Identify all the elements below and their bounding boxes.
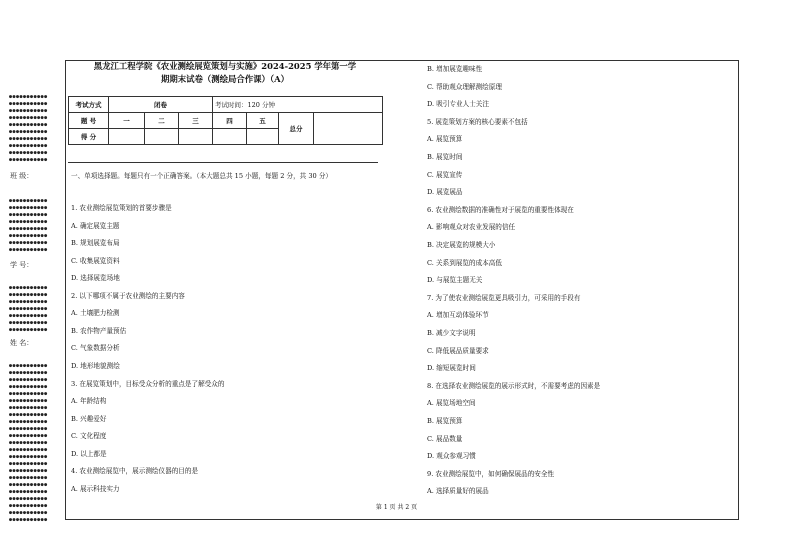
answer-option: A. 展览预算 [427,135,463,144]
page-footer: 第 1 页 共 2 页 [375,504,418,511]
answer-option: D. 选择展览场地 [71,274,120,283]
answer-option: A. 确定展览主题 [71,221,120,230]
section-instructions: 一、单项选择题。每题只有一个正确答案。（本大题总共 15 小题，每题 2 分，共 30 分） [71,172,333,180]
answer-option: A. 年龄结构 [71,397,107,406]
score-cell [213,129,247,145]
score-label: 得 分 [69,129,109,145]
answer-option: B. 兴趣爱好 [71,414,107,423]
question-stem: 9. 农业测绘展览中，如何确保展品的安全性 [427,469,555,478]
answer-option: B. 规划展览布局 [71,239,120,248]
answer-option: C. 降低展品质量要求 [427,346,489,355]
section-header: 五 [247,113,279,129]
answer-option: D. 缩短展览时间 [427,364,476,373]
answer-option: A. 展览场地空间 [427,399,476,408]
answer-option: D. 以上都是 [71,449,107,458]
question-stem: 2. 以下哪项不属于农业测绘的主要内容 [71,291,185,300]
answer-option: D. 与展览主题无关 [427,276,483,285]
section-header: 一 [109,113,145,129]
question-stem: 6. 农业测绘数据的准确性对于展览的重要性体现在 [427,205,574,214]
question-stem: 5. 展览策划方案的核心要素不包括 [427,117,528,126]
answer-option: B. 决定展览的规模大小 [427,241,496,249]
answer-option: D. 展览展品 [427,188,463,197]
score-cell [179,129,213,145]
binding-dots: ●●●●●●●●●●● ●●●●●●●●●●● ●●●●●●●●●●● ●●●●●●●●●●● ●●●●●●●●●●● ●●●●●●●●●●● ●●●●●●●●●●● ●●●●●●●●●●● ●●●●●●●●●●● ●●●●●●●●●●● ●●●●●●●●●●● ●●●●●●●●●●● ●●●●●●●●●●● ●●●●●●●●●●● ●●●●●●●●●●● ●●●●●●●●●●● ●●●●●●●●●●● ●●●●●●●●●●● ●●●●●●●●●●● ●●●●●●●●●●● ●●●●●●●●●●● ●●●●●●●●●●● ●●●●●●●●●●● [9,363,48,523]
binding-dots: ●●●●●●●●●●● ●●●●●●●●●●● ●●●●●●●●●●● ●●●●●●●●●●● ●●●●●●●●●●● ●●●●●●●●●●● ●●●●●●●●●●● ●●●●●●●●●●● ●●●●●●●●●●● ●●●●●●●●●●● [9,94,48,163]
answer-option: C. 展览宣传 [427,170,463,179]
student-id-label: 学 号： [10,261,34,269]
answer-option: C. 收集展览资料 [71,256,120,265]
answer-option: A. 选择质量好的展品 [427,487,489,496]
answer-option: B. 减少文字说明 [427,329,476,337]
answer-option: D. 观众参观习惯 [427,452,476,461]
name-label: 姓 名： [10,339,34,347]
answer-option: A. 增加互动体验环节 [427,311,489,320]
question-stem: 7. 为了使农业测绘展览更具吸引力，可采用的手段有 [427,293,581,302]
score-cell [247,129,279,145]
exam-title-line1: 黑龙江工程学院《农业测绘展览策划与实施》2024-2025 学年第一学 [93,61,357,71]
answer-option: B. 展览时间 [427,153,463,161]
answer-option: C. 帮助观众理解测绘原理 [427,82,502,91]
total-label: 总分 [279,113,314,145]
binding-dots: ●●●●●●●●●●● ●●●●●●●●●●● ●●●●●●●●●●● ●●●●●●●●●●● ●●●●●●●●●●● ●●●●●●●●●●● ●●●●●●●●●●● ●●●●●●●●●●● [9,198,48,253]
question-stem: 3. 在展览策划中，目标受众分析的重点是了解受众的 [71,379,225,388]
question-stem: 8. 在选择农业测绘展览的展示形式时，不需要考虑的因素是 [427,381,601,390]
answer-option: B. 农作物产量预估 [71,326,127,335]
exam-mode-value: 闭卷 [109,97,213,113]
answer-option: C. 关系到展览的成本高低 [427,258,502,267]
section-header: 二 [145,113,179,129]
answer-option: A. 影响观众对农业发展的信任 [427,223,516,232]
answer-option: C. 展品数量 [427,434,463,443]
score-cell [145,129,179,145]
answer-option: A. 展示科技实力 [71,484,120,493]
answer-option: B. 展览预算 [427,417,463,425]
exam-mode-label: 考试方式 [69,97,109,113]
section-divider [68,162,378,163]
section-header: 三 [179,113,213,129]
total-score-cell [314,113,383,145]
answer-option: C. 气象数据分析 [71,344,120,353]
exam-title-line2: 期期末试卷（测绘局合作课）（A） [161,74,289,84]
answer-option: D. 地形地貌测绘 [71,361,120,370]
exam-title [70,60,380,86]
question-stem: 1. 农业测绘展览策划的首要步骤是 [71,204,172,212]
exam-time: 考试时间：120 分钟 [213,97,383,113]
question-no-label: 题 号 [69,113,109,129]
binding-dots: ●●●●●●●●●●● ●●●●●●●●●●● ●●●●●●●●●●● ●●●●●●●●●●● ●●●●●●●●●●● ●●●●●●●●●●● ●●●●●●●●●●● [9,285,48,333]
score-cell [109,129,145,145]
section-header: 四 [213,113,247,129]
answer-option: C. 文化程度 [71,432,107,441]
question-stem: 4. 农业测绘展览中，展示测绘仪器的目的是 [71,467,199,476]
answer-option: D. 吸引专业人士关注 [427,100,489,109]
score-table [68,96,383,145]
class-label: 班 级： [10,172,34,180]
answer-option: B. 增加展览趣味性 [427,65,483,73]
answer-option: A. 土壤肥力检测 [71,309,120,318]
